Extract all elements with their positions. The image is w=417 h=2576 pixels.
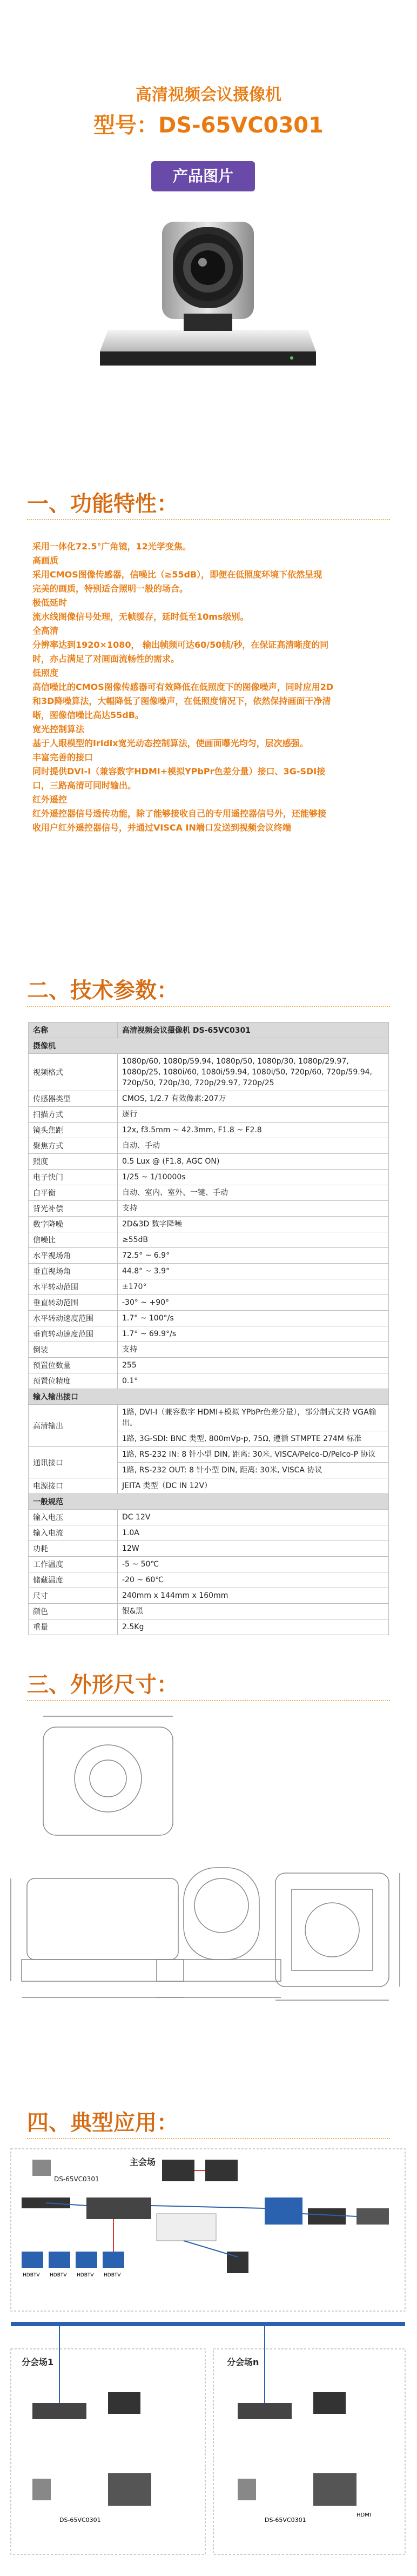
- camera-model-label: DS-65VC0301: [265, 2517, 306, 2524]
- table-cell: 输入电压: [29, 1510, 118, 1525]
- table-row: [29, 1373, 389, 1389]
- tv-label: HDBTV: [50, 2273, 67, 2278]
- table-row: [29, 1326, 389, 1342]
- table-cell: 自动、手动: [118, 1138, 389, 1154]
- table-cell: 1.7° ~ 69.9°/s: [118, 1326, 389, 1342]
- group-title: 输入输出接口: [29, 1389, 389, 1405]
- camera-model-label: DS-65VC0301: [54, 2175, 99, 2183]
- table-cell: 水平转动范围: [29, 1279, 118, 1295]
- tv-group: [22, 2252, 124, 2278]
- table-row: [29, 1217, 389, 1232]
- table-cell: 高清视频会议摄像机 DS-65VC0301: [118, 1023, 389, 1038]
- table-cell: 0.5 Lux @ (F1.8, AGC ON): [118, 1154, 389, 1170]
- table-row: [29, 1107, 389, 1123]
- table-cell: 预置位数量: [29, 1358, 118, 1373]
- camera-image: [97, 216, 319, 379]
- table-cell: 扫描方式: [29, 1107, 118, 1123]
- table-cell: 逐行: [118, 1107, 389, 1123]
- features-header: [0, 465, 417, 525]
- table-group-row: [29, 1038, 389, 1054]
- table-cell: JEITA 类型（DC IN 12V）: [118, 1478, 389, 1494]
- table-cell: 44.8° ~ 3.9°: [118, 1264, 389, 1279]
- table-cell: 水平视场角: [29, 1248, 118, 1264]
- table-cell: 白平衡: [29, 1185, 118, 1201]
- table-cell: 1路, RS-232 OUT: 8 针小型 DIN, 距离: 30米, VISCA 协议: [118, 1463, 389, 1478]
- table-cell: 1.0A: [118, 1525, 389, 1541]
- table-row: [29, 1185, 389, 1201]
- table-group-row: [29, 1389, 389, 1405]
- specs-table-wrap: [0, 1011, 417, 1646]
- divider: [27, 1700, 390, 1701]
- table-cell: -20 ~ 60℃: [118, 1572, 389, 1588]
- camera-model-label: DS-65VC0301: [59, 2517, 101, 2524]
- table-cell: 垂直转动速度范围: [29, 1326, 118, 1342]
- table-row: [29, 1342, 389, 1358]
- table-cell: 聚焦方式: [29, 1138, 118, 1154]
- table-cell: -30° ~ +90°: [118, 1295, 389, 1311]
- table-cell: 垂直转动范围: [29, 1295, 118, 1311]
- feature-line: 宽光控制算法: [32, 724, 85, 734]
- product-model: 型号：DS-65VC0301: [93, 113, 324, 138]
- table-row: [29, 1311, 389, 1326]
- subn-venue-label: 分会场n: [227, 2357, 259, 2367]
- feature-line: 流水线图像信号处理，无帧缓存，延时低至10ms级别。: [32, 612, 249, 622]
- tv-label: HDBTV: [104, 2273, 121, 2278]
- tv-label: HDBTV: [23, 2273, 40, 2278]
- table-cell: 自动、室内、室外、一键、手动: [118, 1185, 389, 1201]
- table-cell: 电子快门: [29, 1170, 118, 1185]
- product-title: 高清视频会议摄像机: [136, 85, 281, 104]
- table-row: [29, 1279, 389, 1295]
- table-cell: ≥55dB: [118, 1232, 389, 1248]
- table-row: [29, 1170, 389, 1185]
- table-row: [29, 1619, 389, 1635]
- table-cell: 背光补偿: [29, 1201, 118, 1217]
- table-cell: 1路, 3G-SDI: BNC 类型, 800mVp-p, 75Ω, 遵循 STMPTE 274M 标准: [118, 1431, 389, 1447]
- sub1-venue-label: 分会场1: [22, 2357, 54, 2367]
- table-cell: 重量: [29, 1619, 118, 1635]
- table-cell: 1080p/60, 1080p/59.94, 1080p/50, 1080p/30, 1080p/29.97, 1080p/25, 1080i/60, 1080i/59.94, 1080i/50, 720p/60, 720p/59.94, 720p/50, 720p/30, 720p/29.97, 720p/25: [118, 1054, 389, 1091]
- table-cell: 12W: [118, 1541, 389, 1557]
- table-cell: 数字降噪: [29, 1217, 118, 1232]
- table-cell: 传感器类型: [29, 1091, 118, 1107]
- feature-line: 收用户红外遥控器信号，并通过VISCA IN端口发送到视频会议终端: [32, 822, 291, 833]
- feature-line: 红外遥控: [32, 794, 68, 805]
- table-header-row: [29, 1023, 389, 1038]
- feature-line: 高信噪比的CMOS图像传感器可有效降低在低照度下的图像噪声，同时应用2D: [32, 682, 334, 692]
- network-diagram: [0, 2143, 417, 2565]
- table-cell: 功耗: [29, 1541, 118, 1557]
- specs-table: [28, 1022, 389, 1635]
- specs-header: [0, 952, 417, 1011]
- dimension-drawing: [0, 1705, 417, 2079]
- feature-line: 晰，图像信噪比高达55dB。: [32, 710, 144, 720]
- feature-line: 采用CMOS图像传感器，信噪比（≥55dB），即便在低照度环境下依然呈现: [32, 569, 322, 580]
- dimension-drawings: [0, 1705, 417, 2084]
- table-cell: 240mm x 144mm x 160mm: [118, 1588, 389, 1604]
- table-cell: 2D&3D 数字降噪: [118, 1217, 389, 1232]
- table-cell: 工作温度: [29, 1557, 118, 1572]
- dims-title: 三、外形尺寸：: [27, 1672, 178, 1697]
- application-diagram: [0, 2143, 417, 2576]
- table-cell: 银&黑: [118, 1604, 389, 1619]
- group-title: 一般规范: [29, 1494, 389, 1510]
- table-cell: 支持: [118, 1342, 389, 1358]
- table-cell: 1路, RS-232 IN: 8 针小型 DIN, 距离: 30米, VISCA/Pelco-D/Pelco-P 协议: [118, 1447, 389, 1463]
- feature-line: 全高清: [32, 626, 59, 636]
- table-cell: 12x, f3.5mm ~ 42.3mm, F1.8 ~ F2.8: [118, 1123, 389, 1138]
- feature-line: 完美的画质，特别适合照明一般的场合。: [32, 583, 189, 594]
- table-cell: 2.5Kg: [118, 1619, 389, 1635]
- table-cell: 电源接口: [29, 1478, 118, 1494]
- table-row: [29, 1248, 389, 1264]
- feature-line: 红外遥控器信号透传功能，除了能够接收自己的专用遥控器信号外，还能够接: [32, 808, 327, 819]
- table-cell: 照度: [29, 1154, 118, 1170]
- table-row: [29, 1604, 389, 1619]
- table-cell: CMOS, 1/2.7 有效像素:207万: [118, 1091, 389, 1107]
- main-venue-label: 主会场: [130, 2157, 156, 2167]
- features-list: [0, 525, 417, 952]
- feature-line: 采用一体化72.5°广角镜，12光学变焦。: [32, 541, 191, 552]
- table-cell: 储藏温度: [29, 1572, 118, 1588]
- table-row: [29, 1588, 389, 1604]
- feature-line: 和3D降噪算法，大幅降低了图像噪声，在低照度情况下，依然保持画面干净清: [32, 696, 331, 706]
- table-cell: 倒装: [29, 1342, 118, 1358]
- table-row: [29, 1232, 389, 1248]
- table-row: [29, 1358, 389, 1373]
- specs-title: 二、技术参数：: [27, 978, 178, 1003]
- table-cell: 72.5° ~ 6.9°: [118, 1248, 389, 1264]
- feature-line: 时，亦占满足了对画面流畅性的需求。: [32, 654, 180, 664]
- table-row: [29, 1091, 389, 1107]
- table-row: [29, 1154, 389, 1170]
- table-cell: 镜头焦距: [29, 1123, 118, 1138]
- dims-header: [0, 1646, 417, 1705]
- table-cell: 255: [118, 1358, 389, 1373]
- table-cell: DC 12V: [118, 1510, 389, 1525]
- product-images-badge: 产品图片: [151, 161, 255, 191]
- apps-title: 四、典型应用：: [27, 2110, 178, 2135]
- table-row: [29, 1138, 389, 1154]
- table-row: [29, 1557, 389, 1572]
- table-row: [29, 1201, 389, 1217]
- table-cell: 垂直视场角: [29, 1264, 118, 1279]
- feature-line: 分辨率达到1920×1080， 输出帧频可达60/50帧/秒，在保证高清晰度的同: [32, 640, 329, 650]
- table-row: [29, 1054, 389, 1091]
- hdmi-label: HDMI: [357, 2512, 371, 2518]
- table-cell: 1路, DVI-I（兼容数字 HDMI+模拟 YPbPr色差分量），部分制式支持 VGA输出。: [118, 1405, 389, 1431]
- feature-line: 低照度: [32, 668, 59, 678]
- table-cell: ±170°: [118, 1279, 389, 1295]
- table-row: [29, 1295, 389, 1311]
- tv-label: HDBTV: [77, 2273, 94, 2278]
- table-cell: 尺寸: [29, 1588, 118, 1604]
- table-row: [29, 1510, 389, 1525]
- table-row: [29, 1123, 389, 1138]
- group-title: 摄像机: [29, 1038, 389, 1054]
- divider: [27, 519, 390, 520]
- feature-line: 高画质: [32, 555, 59, 566]
- feature-line: 极低延时: [32, 597, 68, 608]
- table-row: [29, 1525, 389, 1541]
- table-row: [29, 1572, 389, 1588]
- apps-header: [0, 2084, 417, 2143]
- divider: [27, 2138, 390, 2139]
- table-cell: 高清输出: [29, 1405, 118, 1447]
- table-cell: -5 ~ 50℃: [118, 1557, 389, 1572]
- table-cell: 输入电流: [29, 1525, 118, 1541]
- divider: [27, 1006, 390, 1007]
- table-cell: 1/25 ~ 1/10000s: [118, 1170, 389, 1185]
- feature-line: 基于人眼模型的Iridix宽光动态控制算法，使画面曝光均匀，层次感强。: [32, 738, 308, 748]
- table-row: [29, 1447, 389, 1463]
- feature-line: 丰富完善的接口: [32, 752, 93, 762]
- table-cell: 1.7° ~ 100°/s: [118, 1311, 389, 1326]
- table-cell: 颜色: [29, 1604, 118, 1619]
- table-cell: 通讯接口: [29, 1447, 118, 1478]
- table-cell: 支持: [118, 1201, 389, 1217]
- table-cell: 水平转动速度范围: [29, 1311, 118, 1326]
- feature-line: 口，三路高清可同时输出。: [32, 780, 137, 791]
- features-title: 一、功能特性：: [27, 492, 178, 516]
- table-cell: 名称: [29, 1023, 118, 1038]
- table-row: [29, 1264, 389, 1279]
- table-cell: 预置位精度: [29, 1373, 118, 1389]
- table-cell: 信噪比: [29, 1232, 118, 1248]
- table-cell: 0.1°: [118, 1373, 389, 1389]
- table-row: [29, 1541, 389, 1557]
- table-row: [29, 1405, 389, 1431]
- feature-line: 同时提供DVI-I（兼容数字HDMI+模拟YPbPr色差分量）接口、3G-SDI接: [32, 766, 326, 776]
- hero-section: [0, 0, 417, 465]
- table-cell: 视频格式: [29, 1054, 118, 1091]
- table-group-row: [29, 1494, 389, 1510]
- table-row: [29, 1478, 389, 1494]
